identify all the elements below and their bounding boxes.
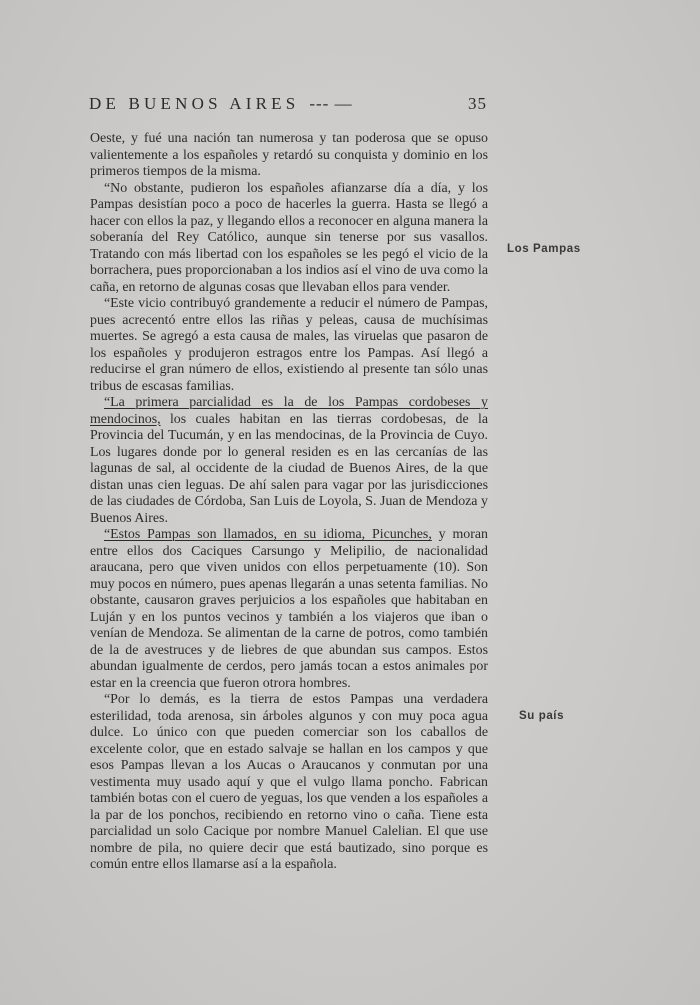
body-text [90,131,488,874]
header-dashes: --- — [309,94,353,113]
paragraph-1: Oeste, y fué una nación tan numerosa y tan poderosa que se opuso valientemente a los españoles y retardó su conquista y dominio en los primeros tiempos de la misma. [90,131,488,179]
paragraph-4-rest: los cuales habitan en las tierras cordobesas, de la Provincia del Tucumán, y en las mendocinas, de la Provincia de Cuyo. Los lugares donde por lo general residen es en las cercanías de las lagunas de sal, al occidente de la ciudad de Buenos Aires, de la que distan unas cien leguas. De ahí salen para vagar por las jurisdicciones de las ciudades de Córdoba, San Luis de Loyola, S. Juan de Mendoza y Buenos Aires. [90,411,488,526]
header-title: DE BUENOS AIRES [89,94,300,113]
paragraph-6: “Por lo demás, es la tierra de estos Pampas una verdadera esterilidad, toda arenosa, sin árboles algunos y con muy poca agua dulce. Lo único con que pueden comerciar son los caballos de excelente color, que en estado salvaje se hallan en los campos y que esos Pampas llevan a los Aucas o Araucanos y conmutan por una vestimenta muy usado aquí y que el vulgo llama poncho. Fabrican también botas con el cuero de yeguas, los que venden a los españoles a la par de los ponchos, recibiendo en retorno vino o caña. Tiene esta parcialidad un solo Cacique por nombre Manuel Calelian. El que use nombre de pila, no quiere decir que está bautizado, sino porque es común entre ellos llamarse así a la española. [90,692,488,872]
paragraph-5-rest: y moran entre ellos dos Caciques Carsungo y Melipilio, de nacionalidad araucana, pero que viven unidos con ellos perpetuamente (10). Son muy pocos en número, pues apenas llegarán a unas setenta familias. No obstante, causaron graves perjuicios a los españoles que habitaban en Luján y en los puntos vecinos y también a los viajeros que iban o venían de Mendoza. Se alimentan de la carne de potros, como también de la de avestruces y de liebres de que abundan sus campos. Estos abundan igualmente de cerdos, pero jamás tocan a estos animales por estar en la creencia que fueron otrora hombres. [90,527,488,691]
margin-note-su-pais: Su país [519,710,565,722]
page-number: 35 [468,94,487,113]
paragraph-2: “No obstante, pudieron los españoles afianzarse día a día, y los Pampas desistían poco a poco de hacerles la guerra. Hasta se llegó a hacer con ellos la paz, y llegando ellos a reconocer en alguna manera la soberanía del Rey Católico, aunque sin tenerse por sus vasallos. Tratando con más libertad con los españoles se les pegó el vicio de la borrachera, pues proporcionaban a los indios así el vino de uva como la caña, en retorno de algunas cosas que llevaban ellos para vender. [90,180,488,295]
margin-note-los-pampas: Los Pampas [507,243,581,255]
paragraph-5 [90,527,488,692]
underlined-phrase-2: “Estos Pampas son llamados, en su idioma, Picunches, [104,527,432,542]
underlined-phrase-1: “La primera parcialidad es la de los Pampas cordobeses y mendocinos, [90,395,488,427]
paragraph-3: “Este vicio contribuyó grandemente a reducir el número de Pampas, pues acrecentó entre ellos las riñas y peleas, causa de muchísimas muertes. Se agregó a esta causa de males, las viruelas que pasaron de los españoles y produjeron estragos entre los Pampas. Así llegó a reducirse el gran número de ellos, existiendo al presente tan sólo unas tribus de escasas familias. [90,296,488,394]
paragraph-4 [90,395,488,527]
running-header [89,94,489,114]
